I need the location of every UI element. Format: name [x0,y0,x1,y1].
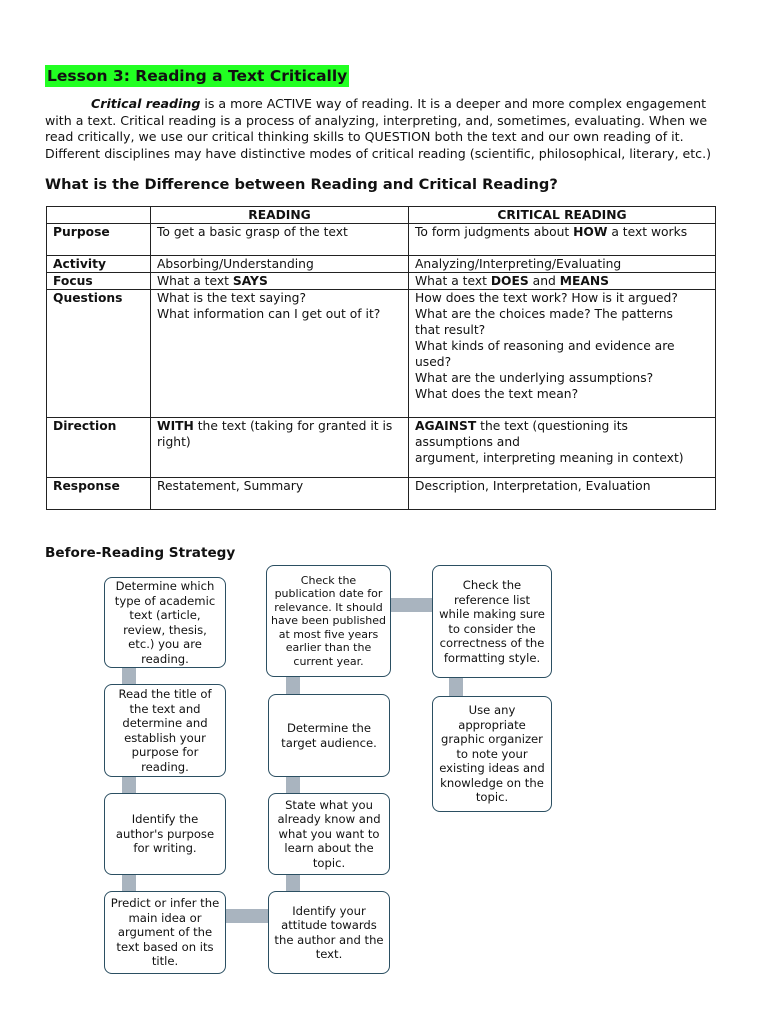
bold-term: HOW [573,225,608,239]
bold-term: AGAINST [415,419,477,433]
lesson-title: Lesson 3: Reading a Text Critically [47,67,348,85]
strategy-box-target-audience: Determine the target audience. [268,694,390,777]
row-label: Response [47,478,151,510]
strategy-heading: Before-Reading Strategy [45,545,236,561]
cell-text: argument, interpreting meaning in context) [415,451,684,465]
strategy-box-predict-main-idea: Predict or infer the main idea or argument of the text based on its title. [104,891,226,974]
intro-line: is a more ACTIVE way of reading. It is a deeper and more complex engagement [200,96,707,111]
cell-text: Absorbing/Understanding [157,257,314,271]
connector [449,677,463,697]
strategy-box-determine-text-type: Determine which type of academic text (article, review, thesis, etc.) you are reading. [104,577,226,668]
bold-term: WITH [157,419,194,433]
bold-term: DOES [490,274,529,288]
cell-text: assumptions and [415,435,520,449]
cell-text: Restatement, Summary [157,479,304,493]
cell-text: the text (taking for granted it is [193,419,393,433]
bold-term: SAYS [232,274,268,288]
cell-text: and [528,274,560,288]
cell-text: What is the text saying? [157,291,306,305]
row-label: Purpose [47,224,151,256]
cell-text: the text (questioning its [476,419,628,433]
cell-text: How does the text work? How is it argued? [415,291,678,305]
cell-text: Analyzing/Interpreting/Evaluating [415,257,622,271]
comparison-heading: What is the Difference between Reading and Critical Reading? [45,176,558,193]
table-header-cell: CRITICAL READING [409,207,716,224]
cell-text: What a text [415,274,491,288]
cell-text: What information can I get out of it? [157,307,381,321]
strategy-box-attitude: Identify your attitude towards the author and the text. [268,891,390,974]
cell-text: What are the choices made? The patterns [415,307,673,321]
strategy-box-publication-date: Check the publication date for relevance. It should have been published at most five years earlier than the current year. [266,565,391,677]
cell-text: What a text [157,274,233,288]
table-header-cell: READING [151,207,409,224]
intro-line: read critically, we use our critical thinking skills to QUESTION both the text and our own reading of it. [45,129,684,144]
cell-text: What kinds of reasoning and evidence are [415,339,675,353]
cell-text: right) [157,435,191,449]
row-label: Focus [47,273,151,290]
strategy-box-read-title: Read the title of the text and determine and establish your purpose for reading. [104,684,226,777]
strategy-box-author-purpose: Identify the author's purpose for writing. [104,793,226,875]
cell-text: a text works [607,225,688,239]
row-label: Direction [47,418,151,478]
row-label: Activity [47,256,151,273]
connector [286,676,300,695]
connector [226,909,269,923]
cell-text: used? [415,355,452,369]
connector [390,598,433,612]
intro-line: Different disciplines may have distinctive modes of critical reading (scientific, philosophical, literary, etc.) [45,145,712,161]
cell-text: that result? [415,323,486,337]
row-label: Questions [47,290,151,418]
strategy-box-graphic-organizer: Use any appropriate graphic organizer to note your existing ideas and knowledge on the topic. [432,696,552,812]
cell-text: To form judgments about [415,225,574,239]
intro-line: with a text. Critical reading is a process of analyzing, interpreting, and, sometimes, evaluating. When we [45,112,708,128]
intro-term: Critical reading [91,96,201,111]
strategy-box-reference-list: Check the reference list while making sure to consider the correctness of the formatting style. [432,565,552,678]
strategy-box-what-you-know: State what you already know and what you want to learn about the topic. [268,793,390,875]
cell-text: Description, Interpretation, Evaluation [415,479,651,493]
cell-text: To get a basic grasp of the text [157,225,348,239]
cell-text: What does the text mean? [415,387,579,401]
cell-text: What are the underlying assumptions? [415,371,654,385]
bold-term: MEANS [559,274,610,288]
